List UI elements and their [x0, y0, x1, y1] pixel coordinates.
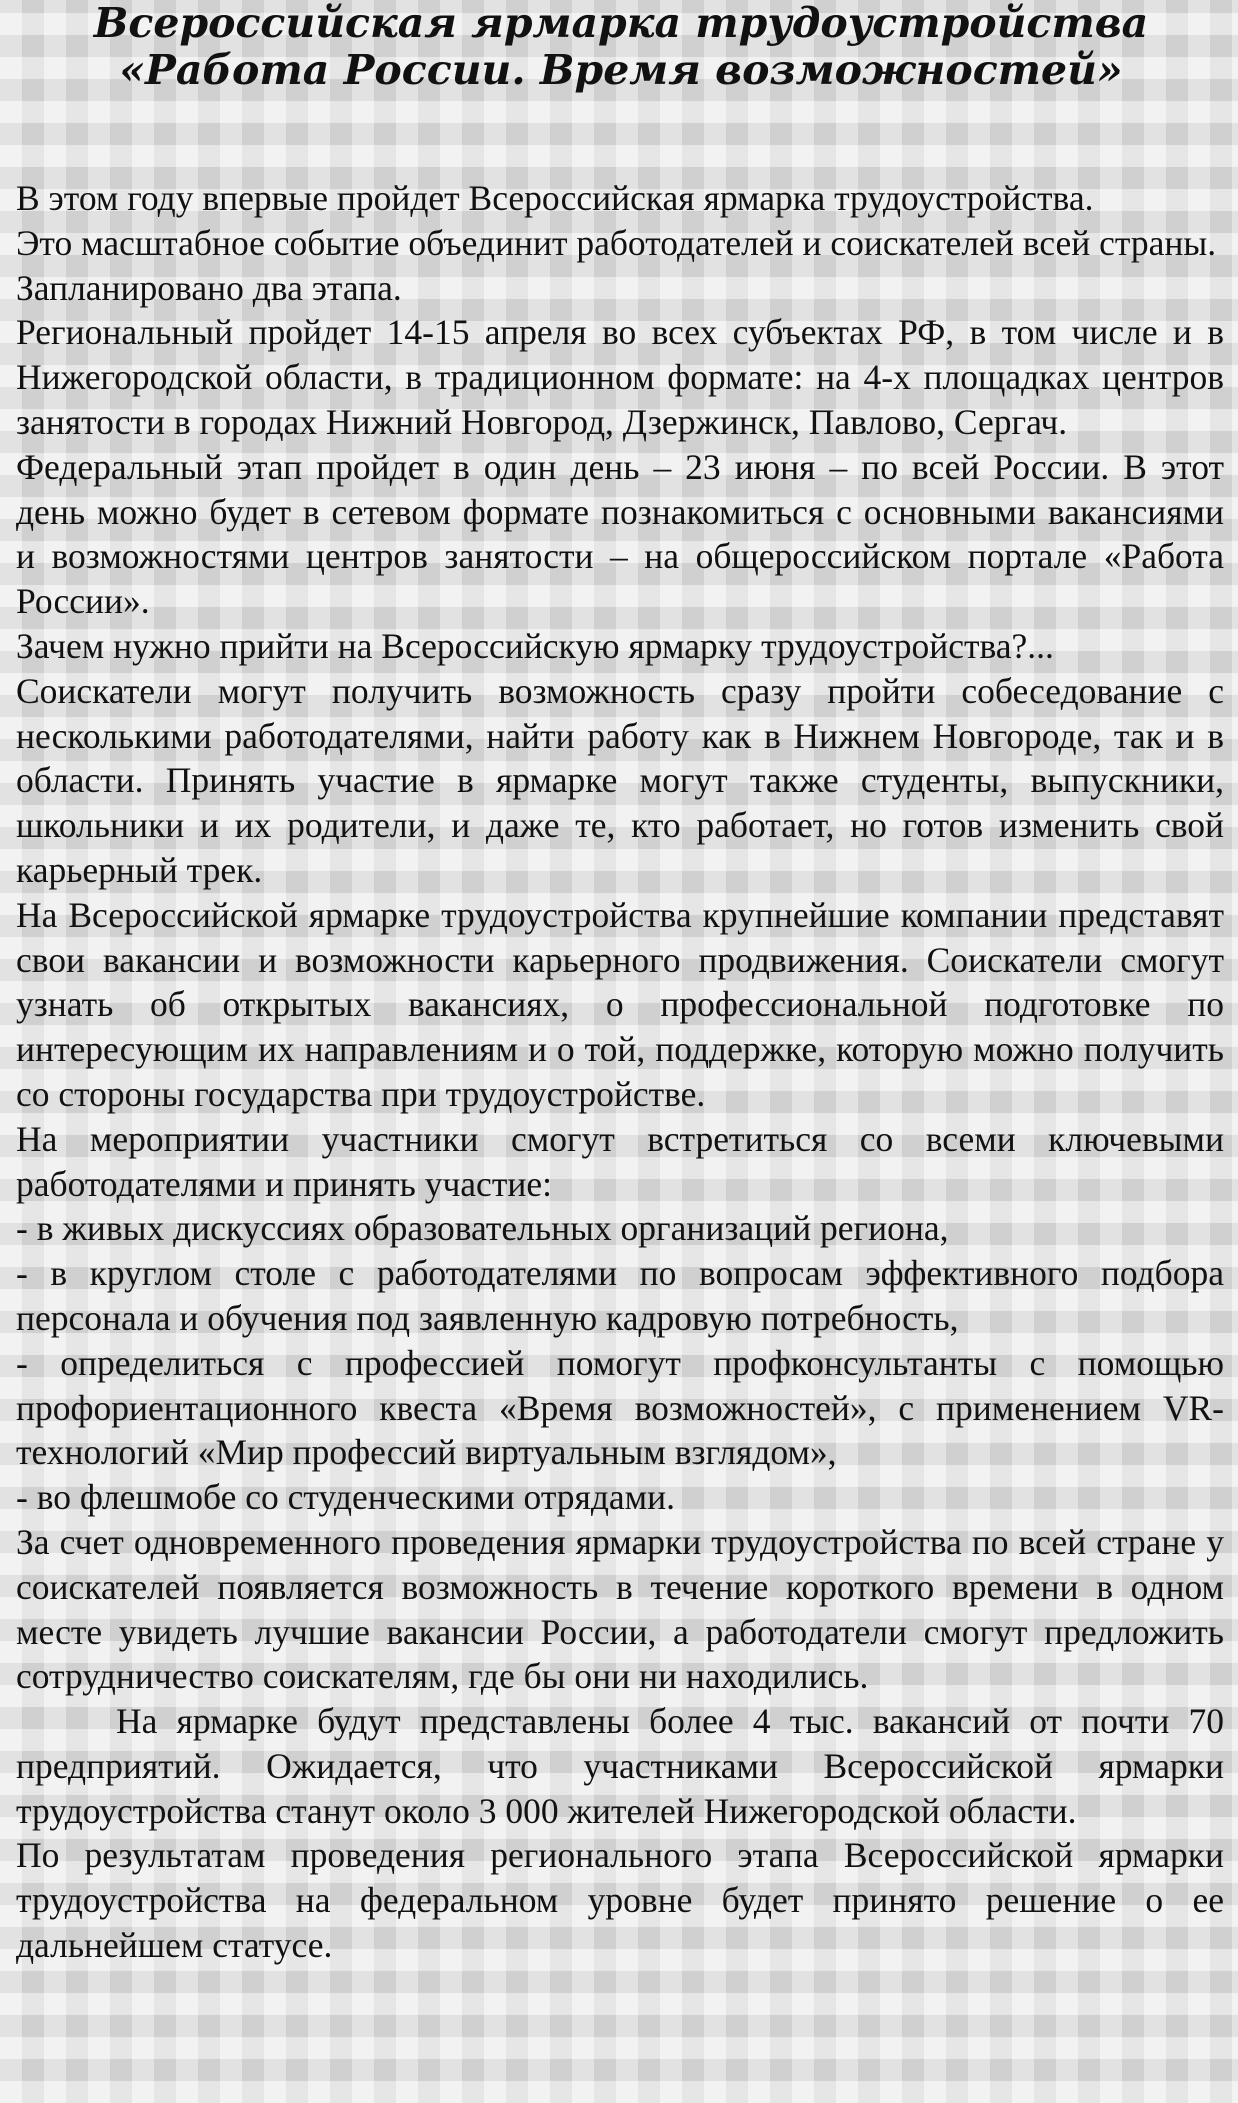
list-item: - в живых дискуссиях образовательных организаций региона, [16, 1208, 949, 1249]
paragraph: Запланировано два этапа. [16, 267, 402, 308]
paragraph: По результатам проведения регионального этапа Всероссийской ярмарки трудоустройства на федеральном уровне будет принято решение о ее дальнейшем статусе. [16, 1835, 1224, 1966]
paragraph: Федеральный этап пройдет в один день – 23 июня – по всей России. В этот день можно будет в сетевом формате познакомиться с основными вакансиями и возможностями центров занятости – на общероссийском портале «Работа России». [16, 446, 1224, 622]
article-body [16, 176, 1224, 1968]
paragraph: На мероприятии участники смогут встретиться со всеми ключевыми работодателями и принять участие: [16, 1118, 1224, 1204]
document-title [16, 0, 1226, 94]
list-item: - определиться с профессией помогут профконсультанты с помощью профориентационного квеста «Время возможностей», с применением VR-технологий «Мир профессий виртуальным взглядом», [16, 1342, 1224, 1473]
list-item: - в круглом столе с работодателями по вопросам эффективного подбора персонала и обучения под заявленную кадровую потребность, [16, 1253, 1224, 1338]
paragraph: Это масштабное событие объединит работодателей и соискателей всей страны. [16, 222, 1217, 263]
paragraph: Зачем нужно прийти на Всероссийскую ярмарку трудоустройства?... [16, 625, 1054, 666]
paragraph: В этом году впервые пройдет Всероссийская ярмарка трудоустройства. [16, 178, 1094, 218]
title-line-2: «Работа России. Время возможностей» [119, 46, 1123, 94]
paragraph: За счет одновременного проведения ярмарки трудоустройства по всей стране у соискателей появляется возможность в течение короткого времени в одном месте увидеть лучшие вакансии России, а работодатели смогут предложить сотрудничество соискателям, где бы они ни находились. [16, 1521, 1224, 1697]
list-item: - во флешмобе со студенческими отрядами. [16, 1477, 676, 1518]
paragraph: Соискатели могут получить возможность сразу пройти собеседование с несколькими работодателями, найти работу как в Нижнем Новгороде, так и в области. Принять участие в ярмарке могут также студенты, выпускники, школьники и их родители, и даже те, кто работает, но готов изменить свой карьерный трек. [16, 670, 1224, 890]
paragraph: На Всероссийской ярмарке трудоустройства крупнейшие компании представят свои вакансии и возможности карьерного продвижения. Соискатели смогут узнать об открытых вакансиях, о профессиональной подготовке по интересующим их направлениям и о той, поддержке, которую можно получить со стороны государства при трудоустройстве. [16, 894, 1224, 1114]
paragraph: Региональный пройдет 14-15 апреля во всех субъектах РФ, в том числе и в Нижегородской области, в традиционном формате: на 4-х площадках центров занятости в городах Нижний Новгород, Дзержинск, Павлово, Сергач. [16, 312, 1224, 442]
paragraph: На ярмарке будут представлены более 4 тыс. вакансий от почти 70 предприятий. Ожидается, что участниками Всероссийской ярмарки трудоустройства станут около 3 000 жителей Нижегородской области. [16, 1701, 1224, 1831]
title-line-1: Всероссийская ярмарка трудоустройства [93, 0, 1149, 47]
